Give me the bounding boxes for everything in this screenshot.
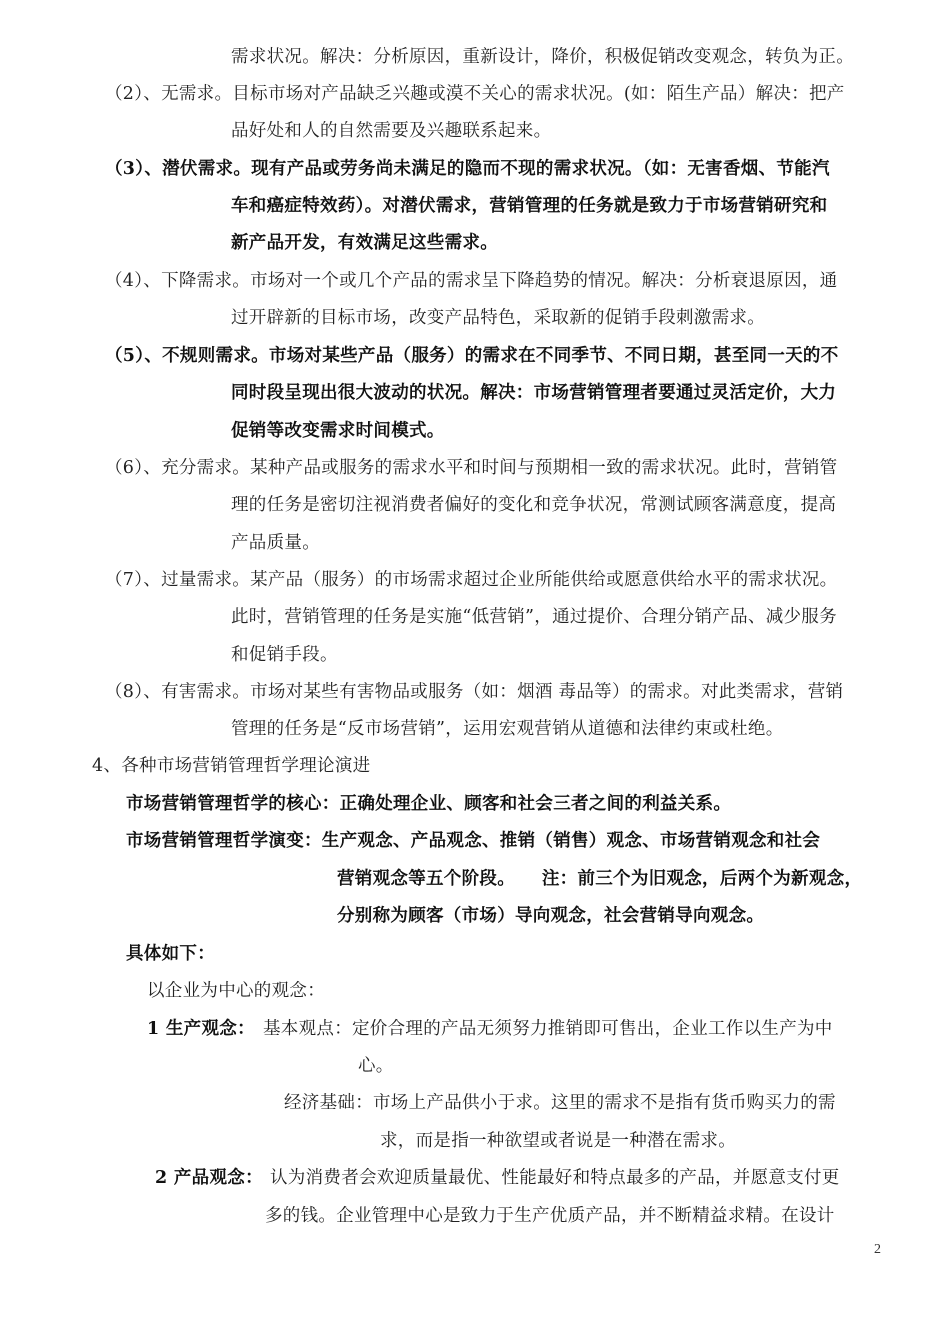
text-line: 经济基础：市场上产品供小于求。这里的需求不是指有货币购买力的需 [284,1093,836,1113]
text-line: 促销等改变需求时间模式。 [231,421,445,441]
text-line: 同时段呈现出很大波动的状况。解决：市场营销管理者要通过灵活定价，大力 [231,383,837,403]
text-line: 多的钱。企业管理中心是致力于生产优质产品，并不断精益求精。在设计 [265,1206,835,1226]
text-line: 市场营销管理哲学演变：生产观念、产品观念、推销（销售）观念、市场营销观念和社会 [126,831,821,851]
text-line: 市场营销管理哲学的核心：正确处理企业、顾客和社会三者之间的利益关系。 [126,794,732,814]
text-line: 理的任务是密切注视消费者偏好的变化和竞争状况，常测试顾客满意度，提高 [231,495,837,515]
text-line: 分别称为顾客（市场）导向观念，社会营销导向观念。 [337,906,765,926]
concept-label: 1 生产观念： [147,1019,255,1039]
text-line: 认为消费者会欢迎质量最优、性能最好和特点最多的产品，并愿意支付更 [270,1168,840,1188]
text-line: （8）、有害需求。市场对某些有害物品或服务（如：烟酒 毒品等）的需求。对此类需求，营销 [105,682,844,702]
text-line: 和促销手段。 [231,645,338,665]
text-line: 需求状况。解决：分析原因，重新设计，降价，积极促销改变观念，转负为正。 [231,47,854,67]
text-line: 产品质量。 [231,533,320,553]
text-line: 营销观念等五个阶段。 注：前三个为旧观念，后两个为新观念， [337,869,863,889]
text-line: 车和癌症特效药）。对潜伏需求，营销管理的任务就是致力于市场营销研究和 [231,196,828,216]
text-line: （3）、潜伏需求。现有产品或劳务尚未满足的隐而不现的需求状况。（如：无害香烟、节能汽 [105,159,830,179]
text-line: 此时，营销管理的任务是实施“低营销”，通过提价、合理分销产品、减少服务 [231,607,837,627]
text-line: 具体如下： [126,944,215,964]
text-line: 基本观点：定价合理的产品无须努力推销即可售出，企业工作以生产为中 [263,1019,833,1039]
concept-label: 2 产品观念： [155,1168,263,1188]
text-line: （5）、不规则需求。市场对某些产品（服务）的需求在不同季节、不同日期，甚至同一天的不 [105,346,839,366]
text-line: 过开辟新的目标市场，改变产品特色，采取新的促销手段刺激需求。 [231,308,765,328]
text-line: （7）、过量需求。某产品（服务）的市场需求超过企业所能供给或愿意供给水平的需求状况。 [105,570,838,590]
text-line: 新产品开发，有效满足这些需求。 [231,233,498,253]
text-line: 管理的任务是“反市场营销”，运用宏观营销从道德和法律约束或杜绝。 [231,719,784,739]
page-number: 2 [874,1242,881,1257]
text-line: 品好处和人的自然需要及兴趣联系起来。 [231,121,552,141]
text-line: （4）、下降需求。市场对一个或几个产品的需求呈下降趋势的情况。解决：分析衰退原因，通 [105,271,838,291]
text-line: （6）、充分需求。某种产品或服务的需求水平和时间与预期相一致的需求状况。此时，营销管 [105,458,838,478]
section-heading: 4、各种市场营销管理哲学理论演进 [92,756,371,776]
text-line: 求，而是指一种欲望或者说是一种潜在需求。 [380,1131,736,1151]
text-line: 以企业为中心的观念： [147,981,325,1001]
text-line: （2）、无需求。目标市场对产品缺乏兴趣或漠不关心的需求状况。(如：陌生产品）解决：把产 [105,84,845,104]
text-line: 心。 [358,1056,394,1076]
